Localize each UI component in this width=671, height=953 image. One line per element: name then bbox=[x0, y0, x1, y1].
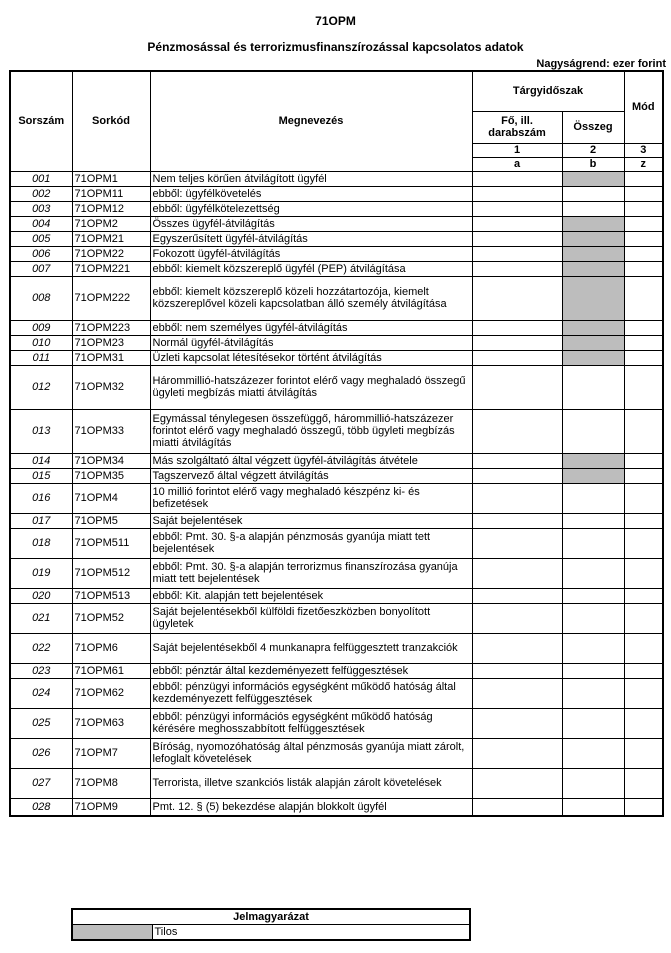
row-code: 71OPM32 bbox=[72, 365, 150, 409]
table-row bbox=[10, 216, 663, 231]
row-number: 012 bbox=[10, 365, 72, 409]
table-row bbox=[10, 186, 663, 201]
cell-osszeg[interactable] bbox=[562, 261, 624, 276]
cell-mod[interactable] bbox=[624, 603, 663, 633]
row-code: 71OPM511 bbox=[72, 528, 150, 558]
cell-mod[interactable] bbox=[624, 171, 663, 186]
table-row bbox=[10, 276, 663, 320]
table-row bbox=[10, 558, 663, 588]
header-osszeg: Összeg bbox=[562, 111, 624, 143]
row-code: 71OPM35 bbox=[72, 468, 150, 483]
row-name: Más szolgáltató által végzett ügyfél-átvilágítás átvétele bbox=[150, 453, 472, 468]
cell-mod[interactable] bbox=[624, 246, 663, 261]
row-name: Normál ügyfél-átvilágítás bbox=[150, 335, 472, 350]
cell-fo[interactable] bbox=[472, 768, 562, 798]
cell-osszeg[interactable] bbox=[562, 186, 624, 201]
row-number: 014 bbox=[10, 453, 72, 468]
row-name: Összes ügyfél-átvilágítás bbox=[150, 216, 472, 231]
row-name: 10 millió forintot elérő vagy meghaladó készpénz ki- és befizetések bbox=[150, 483, 472, 513]
legend-table bbox=[71, 908, 471, 941]
table-row bbox=[10, 453, 663, 468]
legend-title: Jelmagyarázat bbox=[72, 909, 470, 925]
cell-mod[interactable] bbox=[624, 201, 663, 216]
cell-fo[interactable] bbox=[472, 320, 562, 335]
row-code: 71OPM12 bbox=[72, 201, 150, 216]
cell-fo[interactable] bbox=[472, 350, 562, 365]
cell-fo[interactable] bbox=[472, 528, 562, 558]
cell-osszeg[interactable] bbox=[562, 246, 624, 261]
cell-osszeg[interactable] bbox=[562, 483, 624, 513]
row-number: 027 bbox=[10, 768, 72, 798]
row-name: ebből: kiemelt közszereplő közeli hozzátartozója, kiemelt közszereplővel közeli kapcsolatban álló személy átvilágítása bbox=[150, 276, 472, 320]
row-code: 71OPM223 bbox=[72, 320, 150, 335]
header-sorszam: Sorszám bbox=[10, 71, 72, 171]
cell-osszeg[interactable] bbox=[562, 216, 624, 231]
legend-item-label: Tilos bbox=[152, 925, 470, 941]
cell-osszeg[interactable] bbox=[562, 678, 624, 708]
row-code: 71OPM8 bbox=[72, 768, 150, 798]
table-row bbox=[10, 708, 663, 738]
cell-fo[interactable] bbox=[472, 171, 562, 186]
row-code: 71OPM9 bbox=[72, 798, 150, 816]
cell-fo[interactable] bbox=[472, 453, 562, 468]
table-row bbox=[10, 678, 663, 708]
row-name: Terrorista, illetve szankciós listák alapján zárolt követelések bbox=[150, 768, 472, 798]
table-row bbox=[10, 171, 663, 186]
cell-osszeg[interactable] bbox=[562, 798, 624, 816]
cell-osszeg[interactable] bbox=[562, 453, 624, 468]
cell-fo[interactable] bbox=[472, 365, 562, 409]
cell-osszeg[interactable] bbox=[562, 738, 624, 768]
table-row bbox=[10, 513, 663, 528]
cell-mod[interactable] bbox=[624, 588, 663, 603]
table-row bbox=[10, 603, 663, 633]
form-title: Pénzmosással és terrorizmusfinanszírozással kapcsolatos adatok bbox=[147, 40, 524, 54]
row-name: ebből: pénztár által kezdeményezett felfüggesztések bbox=[150, 663, 472, 678]
cell-mod[interactable] bbox=[624, 558, 663, 588]
row-number: 020 bbox=[10, 588, 72, 603]
cell-fo[interactable] bbox=[472, 678, 562, 708]
cell-osszeg[interactable] bbox=[562, 513, 624, 528]
row-number: 008 bbox=[10, 276, 72, 320]
cell-fo[interactable] bbox=[472, 513, 562, 528]
cell-osszeg[interactable] bbox=[562, 171, 624, 186]
row-code: 71OPM1 bbox=[72, 171, 150, 186]
cell-osszeg[interactable] bbox=[562, 409, 624, 453]
cell-osszeg[interactable] bbox=[562, 335, 624, 350]
row-name: Nem teljes körűen átvilágított ügyfél bbox=[150, 171, 472, 186]
cell-fo[interactable] bbox=[472, 276, 562, 320]
row-number: 005 bbox=[10, 231, 72, 246]
cell-mod[interactable] bbox=[624, 678, 663, 708]
cell-fo[interactable] bbox=[472, 708, 562, 738]
row-number: 009 bbox=[10, 320, 72, 335]
cell-fo[interactable] bbox=[472, 633, 562, 663]
row-number: 021 bbox=[10, 603, 72, 633]
header-sorkod: Sorkód bbox=[72, 71, 150, 171]
row-name: ebből: Pmt. 30. §-a alapján terrorizmus finanszírozása gyanúja miatt tett bejelentések bbox=[150, 558, 472, 588]
row-number: 010 bbox=[10, 335, 72, 350]
row-number: 007 bbox=[10, 261, 72, 276]
table-row bbox=[10, 468, 663, 483]
cell-mod[interactable] bbox=[624, 768, 663, 798]
header-letter-b: b bbox=[562, 157, 624, 171]
table-row bbox=[10, 768, 663, 798]
cell-osszeg[interactable] bbox=[562, 365, 624, 409]
header-num-3: 3 bbox=[624, 143, 663, 157]
cell-mod[interactable] bbox=[624, 663, 663, 678]
row-number: 017 bbox=[10, 513, 72, 528]
cell-mod[interactable] bbox=[624, 350, 663, 365]
form-code: 71OPM bbox=[315, 14, 356, 28]
cell-osszeg[interactable] bbox=[562, 588, 624, 603]
table-row bbox=[10, 663, 663, 678]
cell-fo[interactable] bbox=[472, 738, 562, 768]
cell-fo[interactable] bbox=[472, 558, 562, 588]
cell-mod[interactable] bbox=[624, 453, 663, 468]
row-code: 71OPM23 bbox=[72, 335, 150, 350]
row-name: ebből: ügyfélkövetelés bbox=[150, 186, 472, 201]
unit-label: Nagyságrend: ezer forint bbox=[536, 58, 666, 70]
cell-fo[interactable] bbox=[472, 186, 562, 201]
row-code: 71OPM222 bbox=[72, 276, 150, 320]
cell-mod[interactable] bbox=[624, 276, 663, 320]
row-code: 71OPM62 bbox=[72, 678, 150, 708]
row-code: 71OPM2 bbox=[72, 216, 150, 231]
table-row bbox=[10, 633, 663, 663]
row-code: 71OPM5 bbox=[72, 513, 150, 528]
cell-osszeg[interactable] bbox=[562, 350, 624, 365]
row-number: 022 bbox=[10, 633, 72, 663]
header-mod: Mód bbox=[624, 71, 663, 143]
cell-mod[interactable] bbox=[624, 216, 663, 231]
cell-mod[interactable] bbox=[624, 633, 663, 663]
row-code: 71OPM513 bbox=[72, 588, 150, 603]
row-name: Saját bejelentések bbox=[150, 513, 472, 528]
table-row bbox=[10, 588, 663, 603]
row-name: Pmt. 12. § (5) bekezdése alapján blokkolt ügyfél bbox=[150, 798, 472, 816]
row-number: 006 bbox=[10, 246, 72, 261]
cell-mod[interactable] bbox=[624, 708, 663, 738]
table-row bbox=[10, 335, 663, 350]
row-name: Saját bejelentésekből 4 munkanapra felfüggesztett tranzakciók bbox=[150, 633, 472, 663]
row-number: 025 bbox=[10, 708, 72, 738]
cell-osszeg[interactable] bbox=[562, 603, 624, 633]
row-code: 71OPM4 bbox=[72, 483, 150, 513]
cell-mod[interactable] bbox=[624, 738, 663, 768]
cell-mod[interactable] bbox=[624, 186, 663, 201]
cell-fo[interactable] bbox=[472, 468, 562, 483]
table-row bbox=[10, 798, 663, 816]
data-table bbox=[9, 70, 664, 817]
cell-fo[interactable] bbox=[472, 588, 562, 603]
header-megnevezes: Megnevezés bbox=[150, 71, 472, 171]
row-name: Egyszerűsített ügyfél-átvilágítás bbox=[150, 231, 472, 246]
table-row bbox=[10, 409, 663, 453]
row-name: Bíróság, nyomozóhatóság által pénzmosás gyanúja miatt zárolt, lefoglalt követelések bbox=[150, 738, 472, 768]
cell-osszeg[interactable] bbox=[562, 276, 624, 320]
header-num-1: 1 bbox=[472, 143, 562, 157]
row-code: 71OPM11 bbox=[72, 186, 150, 201]
row-code: 71OPM52 bbox=[72, 603, 150, 633]
cell-fo[interactable] bbox=[472, 603, 562, 633]
cell-mod[interactable] bbox=[624, 798, 663, 816]
header-num-2: 2 bbox=[562, 143, 624, 157]
table-row bbox=[10, 246, 663, 261]
table-row bbox=[10, 528, 663, 558]
row-code: 71OPM31 bbox=[72, 350, 150, 365]
cell-mod[interactable] bbox=[624, 261, 663, 276]
cell-osszeg[interactable] bbox=[562, 708, 624, 738]
header-targyidoszak: Tárgyidőszak bbox=[472, 71, 624, 111]
cell-mod[interactable] bbox=[624, 483, 663, 513]
cell-fo[interactable] bbox=[472, 261, 562, 276]
row-code: 71OPM33 bbox=[72, 409, 150, 453]
row-name: Tagszervező által végzett átvilágítás bbox=[150, 468, 472, 483]
cell-mod[interactable] bbox=[624, 335, 663, 350]
cell-fo[interactable] bbox=[472, 201, 562, 216]
row-code: 71OPM22 bbox=[72, 246, 150, 261]
row-number: 028 bbox=[10, 798, 72, 816]
row-number: 011 bbox=[10, 350, 72, 365]
cell-fo[interactable] bbox=[472, 483, 562, 513]
cell-mod[interactable] bbox=[624, 468, 663, 483]
cell-osszeg[interactable] bbox=[562, 663, 624, 678]
cell-osszeg[interactable] bbox=[562, 768, 624, 798]
row-name: Üzleti kapcsolat létesítésekor történt átvilágítás bbox=[150, 350, 472, 365]
cell-mod[interactable] bbox=[624, 231, 663, 246]
header-fo: Fő, ill. darabszám bbox=[472, 111, 562, 143]
table-row bbox=[10, 231, 663, 246]
cell-osszeg[interactable] bbox=[562, 231, 624, 246]
row-code: 71OPM512 bbox=[72, 558, 150, 588]
row-name: Fokozott ügyfél-átvilágítás bbox=[150, 246, 472, 261]
cell-fo[interactable] bbox=[472, 335, 562, 350]
row-name: ebből: ügyfélkötelezettség bbox=[150, 201, 472, 216]
cell-osszeg[interactable] bbox=[562, 528, 624, 558]
cell-osszeg[interactable] bbox=[562, 468, 624, 483]
row-name: ebből: pénzügyi információs egységként működő hatóság kérésére meghosszabbított felfüggesztések bbox=[150, 708, 472, 738]
cell-fo[interactable] bbox=[472, 663, 562, 678]
header-letter-z: z bbox=[624, 157, 663, 171]
row-name: Egymással ténylegesen összefüggő, hárommillió-hatszázezer forintot elérő vagy meghaladó összegű, több ügyleti megbízás miatti átvilágítás bbox=[150, 409, 472, 453]
table-row bbox=[10, 483, 663, 513]
row-name: Saját bejelentésekből külföldi fizetőeszközben bonyolított ügyletek bbox=[150, 603, 472, 633]
row-number: 024 bbox=[10, 678, 72, 708]
cell-fo[interactable] bbox=[472, 216, 562, 231]
row-number: 001 bbox=[10, 171, 72, 186]
cell-fo[interactable] bbox=[472, 409, 562, 453]
row-code: 71OPM221 bbox=[72, 261, 150, 276]
row-code: 71OPM63 bbox=[72, 708, 150, 738]
table-row bbox=[10, 738, 663, 768]
row-name: Hárommillió-hatszázezer forintot elérő vagy meghaladó összegű ügyleti megbízás miatti átvilágítás bbox=[150, 365, 472, 409]
cell-osszeg[interactable] bbox=[562, 320, 624, 335]
row-name: ebből: Kit. alapján tett bejelentések bbox=[150, 588, 472, 603]
cell-mod[interactable] bbox=[624, 528, 663, 558]
cell-fo[interactable] bbox=[472, 231, 562, 246]
row-name: ebből: nem személyes ügyfél-átvilágítás bbox=[150, 320, 472, 335]
row-number: 026 bbox=[10, 738, 72, 768]
header-letter-a: a bbox=[472, 157, 562, 171]
row-name: ebből: kiemelt közszereplő ügyfél (PEP) átvilágítása bbox=[150, 261, 472, 276]
row-number: 015 bbox=[10, 468, 72, 483]
row-code: 71OPM61 bbox=[72, 663, 150, 678]
cell-mod[interactable] bbox=[624, 365, 663, 409]
row-number: 018 bbox=[10, 528, 72, 558]
row-name: ebből: pénzügyi információs egységként működő hatóság által kezdeményezett felfüggesztések bbox=[150, 678, 472, 708]
cell-fo[interactable] bbox=[472, 798, 562, 816]
table-row bbox=[10, 261, 663, 276]
row-number: 023 bbox=[10, 663, 72, 678]
table-row bbox=[10, 350, 663, 365]
row-code: 71OPM7 bbox=[72, 738, 150, 768]
row-code: 71OPM21 bbox=[72, 231, 150, 246]
cell-osszeg[interactable] bbox=[562, 558, 624, 588]
cell-osszeg[interactable] bbox=[562, 201, 624, 216]
row-number: 004 bbox=[10, 216, 72, 231]
row-number: 002 bbox=[10, 186, 72, 201]
table-row bbox=[10, 320, 663, 335]
cell-fo[interactable] bbox=[472, 246, 562, 261]
legend-swatch bbox=[72, 925, 152, 941]
row-number: 003 bbox=[10, 201, 72, 216]
row-code: 71OPM6 bbox=[72, 633, 150, 663]
cell-osszeg[interactable] bbox=[562, 633, 624, 663]
table-row bbox=[10, 365, 663, 409]
row-name: ebből: Pmt. 30. §-a alapján pénzmosás gyanúja miatt tett bejelentések bbox=[150, 528, 472, 558]
cell-mod[interactable] bbox=[624, 320, 663, 335]
cell-mod[interactable] bbox=[624, 409, 663, 453]
row-number: 016 bbox=[10, 483, 72, 513]
table-row bbox=[10, 201, 663, 216]
row-code: 71OPM34 bbox=[72, 453, 150, 468]
row-number: 019 bbox=[10, 558, 72, 588]
row-number: 013 bbox=[10, 409, 72, 453]
cell-mod[interactable] bbox=[624, 513, 663, 528]
